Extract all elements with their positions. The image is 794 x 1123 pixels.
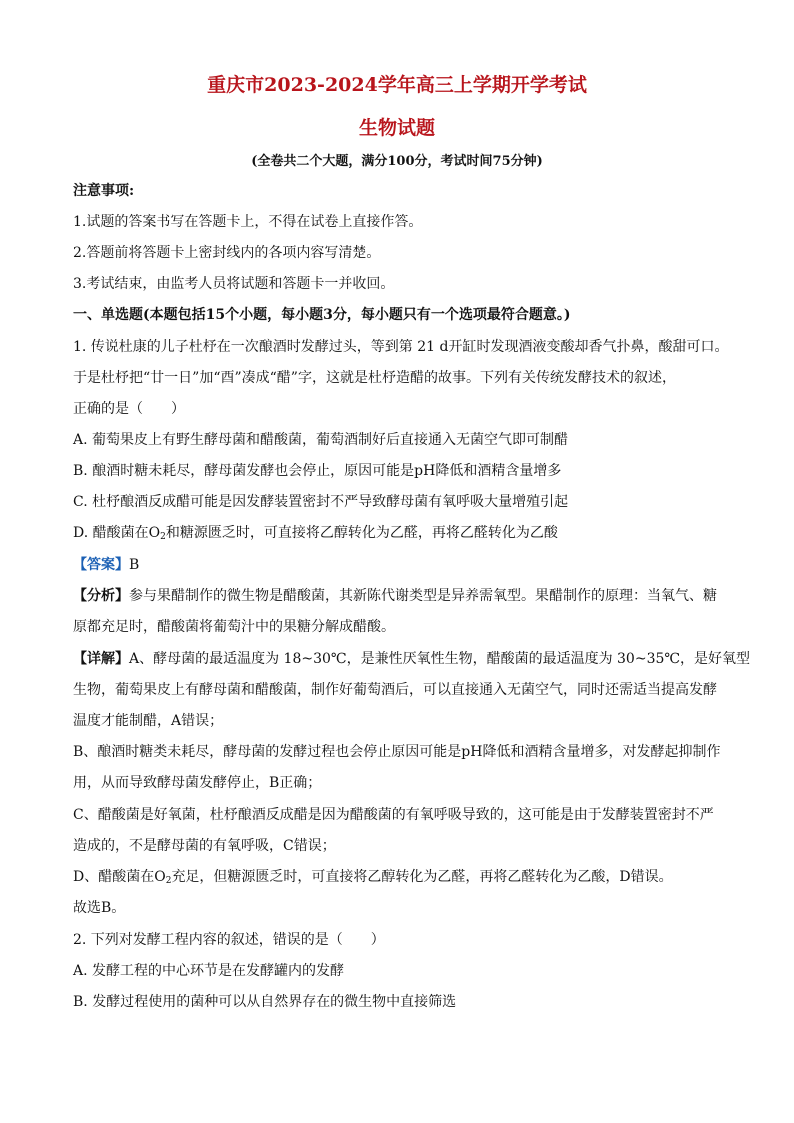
- detail-tag: 【详解】: [73, 651, 129, 667]
- subject-title: 生物试题: [358, 117, 435, 139]
- detail-line: [73, 867, 673, 891]
- option-a: A. 发酵工程的中心环节是在发酵罐内的发酵: [73, 963, 345, 979]
- option-a: A. 葡萄果皮上有野生酵母菌和醋酸菌，葡萄酒制好后直接通入无菌空气即可制醋: [73, 432, 569, 448]
- analysis-line: 原都充足时，醋酸菌将葡萄汁中的果糖分解成醋酸。: [73, 619, 395, 635]
- subscript: 2: [165, 876, 172, 886]
- option-d-text: 和糖源匮乏时，可直接将乙醇转化为乙醛，再将乙醛转化为乙酸: [165, 525, 558, 541]
- detail-line: C、醋酸菌是好氧菌，杜杼酿酒反成醋是因为醋酸菌的有氧呼吸导致的，这可能是由于发酵装置密封不严: [73, 807, 714, 823]
- detail-line: [73, 649, 750, 669]
- option-b: B. 发酵过程使用的菌种可以从自然界存在的微生物中直接筛选: [73, 994, 457, 1010]
- notes-heading: 注意事项:: [73, 183, 135, 199]
- subscript: 2: [160, 532, 166, 542]
- detail-line: 温度才能制醋，A错误；: [73, 713, 224, 729]
- detail-text: A、酵母菌的最适温度为 18~30℃，是兼性厌氧性生物，醋酸菌的最适温度为 30~35℃，是好氧型: [129, 651, 751, 667]
- exam-info: (全卷共二个大题，满分100分，考试时间75分钟): [251, 154, 543, 169]
- note-item: 3.考试结束，由监考人员将试题和答题卡一并收回。: [73, 276, 395, 292]
- conclusion-line: 故选B。: [73, 900, 126, 916]
- note-item: 1.试题的答案书写在答题卡上，不得在试卷上直接作答。: [73, 214, 423, 230]
- option-b: B. 酿酒时糖未耗尽，酵母菌发酵也会停止，原因可能是pH降低和酒精含量增多: [73, 463, 562, 479]
- detail-line: 生物，葡萄果皮上有酵母菌和醋酸菌，制作好葡萄酒后，可以直接通入无菌空气，同时还需适当提高发酵: [73, 682, 717, 698]
- section-heading: 一、单选题(本题包括15个小题，每小题3分，每小题只有一个选项最符合题意。): [73, 307, 571, 323]
- detail-text: 充足，但糖源匮乏时，可直接将乙醇转化为乙醛，再将乙醛转化为乙酸，D错误。: [171, 869, 673, 885]
- note-item: 2.答题前将答题卡上密封线内的各项内容写清楚。: [73, 245, 381, 261]
- analysis-line: [73, 586, 717, 606]
- detail-line: 用，从而导致酵母菌发酵停止，B正确；: [73, 775, 322, 791]
- answer-value: B: [129, 557, 140, 573]
- analysis-text: 参与果醋制作的微生物是醋酸菌，其新陈代谢类型是异养需氧型。果醋制作的原理：当氧气、糖: [129, 588, 717, 604]
- option-d-text: D. 醋酸菌在O: [73, 525, 161, 541]
- option-d: [73, 523, 558, 547]
- detail-line: 造成的，不是酵母菌的有氧呼吸，C错误；: [73, 838, 336, 854]
- answer-tag: 【答案】: [73, 557, 129, 573]
- question-stem: 2. 下列对发酵工程内容的叙述，错误的是（ ）: [73, 932, 385, 948]
- detail-line: B、酿酒时糖类未耗尽，酵母菌的发酵过程也会停止原因可能是pH降低和酒精含量增多，对发酵起抑制作: [73, 744, 721, 760]
- option-c: C. 杜杼酿酒反成醋可能是因发酵装置密封不严导致酵母菌有氧呼吸大量增殖引起: [73, 494, 569, 510]
- question-stem: 正确的是（ ）: [73, 401, 185, 417]
- detail-text: D、醋酸菌在O: [73, 869, 166, 885]
- exam-title: 重庆市2023-2024学年高三上学期开学考试: [207, 74, 587, 96]
- question-stem: 1. 传说杜康的儿子杜杼在一次酿酒时发酵过头，等到第 21 d开缸时发现酒液变酸却香气扑鼻，酸甜可口。: [73, 339, 729, 355]
- answer-line: [73, 555, 139, 575]
- question-stem: 于是杜杼把“廿一日”加“酉”凑成“醋”字，这就是杜杼造醋的故事。下列有关传统发酵技术的叙述，: [73, 370, 676, 386]
- analysis-tag: 【分析】: [73, 588, 129, 604]
